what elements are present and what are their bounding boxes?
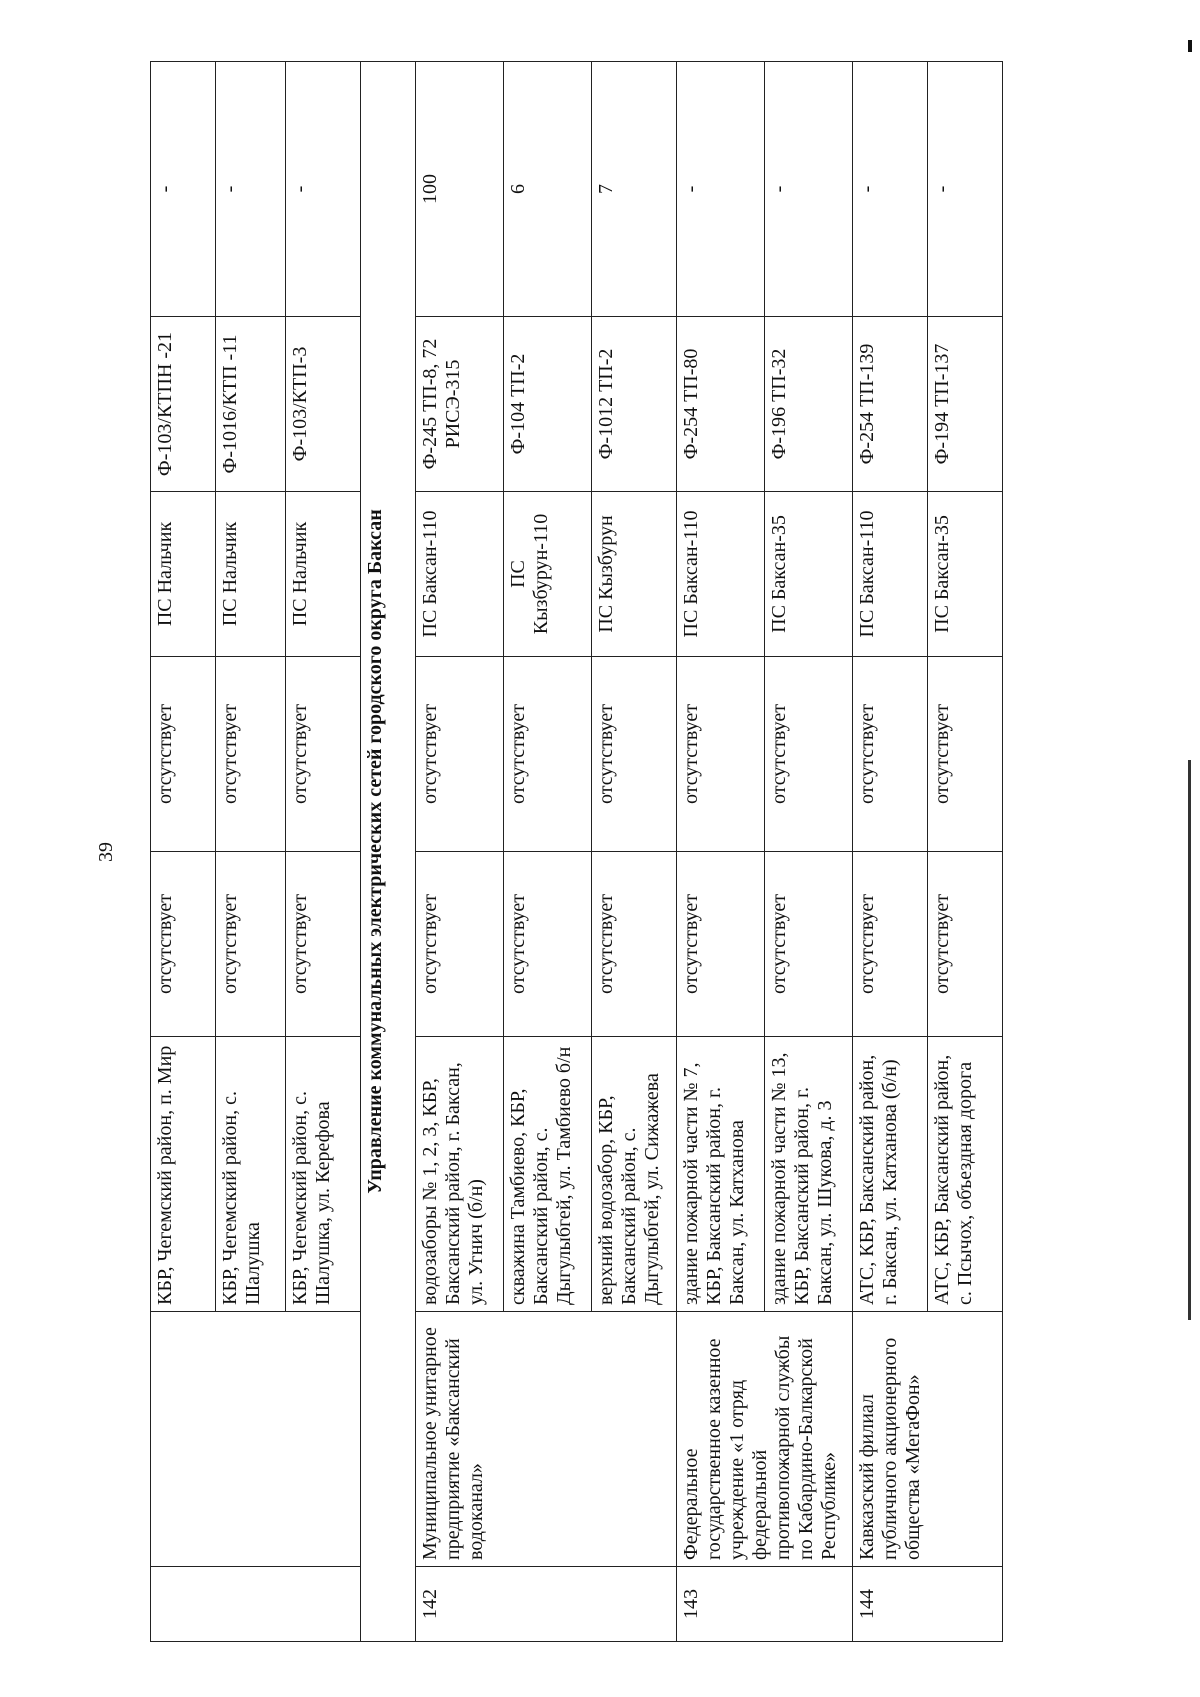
value-cell: - <box>853 62 928 317</box>
value-cell: - <box>286 62 361 317</box>
feeder-cell: Ф-196 ТП-32 <box>765 317 853 492</box>
organization-cell: Муниципальное унитарное предприятие «Баксанский водоканал» <box>416 1312 677 1567</box>
feeder-cell: Ф-103/КТП-3 <box>286 317 361 492</box>
status-cell: отсутствует <box>504 852 592 1037</box>
organization-cell: Кавказский филиал публичного акционерного общества «МегаФон» <box>853 1312 1003 1567</box>
substation-cell: ПС Нальчик <box>216 492 286 657</box>
substation-cell: ПС Баксан-110 <box>416 492 504 657</box>
row-number-cell: 142 <box>416 1567 677 1642</box>
section-title: Управление коммунальных электрических сетей городского округа Баксан <box>361 62 416 1642</box>
location-cell: КБР, Чегемский район, п. Мир <box>151 1037 216 1312</box>
substation-cell: ПС Баксан-35 <box>928 492 1003 657</box>
section-row <box>361 62 416 1642</box>
status-cell: отсутствует <box>416 852 504 1037</box>
value-cell: - <box>216 62 286 317</box>
status-cell: отсутствует <box>677 852 765 1037</box>
table-row <box>853 62 928 1642</box>
value-cell: - <box>765 62 853 317</box>
status-cell: отсутствует <box>151 852 216 1037</box>
substation-cell: ПС Нальчик <box>286 492 361 657</box>
status-cell: отсутствует <box>286 852 361 1037</box>
status-cell: отсутствует <box>504 657 592 852</box>
registry-table <box>150 61 1003 1642</box>
location-cell: КБР, Чегемский район, с. Шалушка <box>216 1037 286 1312</box>
page-number: 39 <box>95 842 117 862</box>
status-cell: отсутствует <box>765 657 853 852</box>
location-cell: скважина Тамбиево, КБР, Баксанский район, с. Дыгулыбгей, ул. Тамбиево б/н <box>504 1037 592 1312</box>
table-row <box>677 62 765 1642</box>
feeder-cell: Ф-254 ТП-139 <box>853 317 928 492</box>
substation-cell: ПС Баксан-110 <box>853 492 928 657</box>
feeder-cell: Ф-103/КТПН -21 <box>151 317 216 492</box>
table-row <box>151 62 216 1642</box>
status-cell: отсутствует <box>286 657 361 852</box>
scan-edge-mark <box>1188 760 1191 1320</box>
status-cell: отсутствует <box>416 657 504 852</box>
status-cell: отсутствует <box>592 852 677 1037</box>
location-cell: здание пожарной части № 7, КБР, Баксанский район, г. Баксан, ул. Катханова <box>677 1037 765 1312</box>
organization-cell: Федеральное государственное казенное учреждение «1 отряд федеральной противопожарной службы по Кабардино-Балкарской Республике» <box>677 1312 853 1567</box>
location-cell: КБР, Чегемский район, с. Шалушка, ул. Керефова <box>286 1037 361 1312</box>
status-cell: отсутствует <box>765 852 853 1037</box>
status-cell: отсутствует <box>216 852 286 1037</box>
feeder-cell: Ф-104 ТП-2 <box>504 317 592 492</box>
table-row <box>416 62 504 1642</box>
value-cell: - <box>928 62 1003 317</box>
location-cell: водозаборы № 1, 2, 3, КБР, Баксанский район, г. Баксан, ул. Угнич (б/н) <box>416 1037 504 1312</box>
value-cell: 6 <box>504 62 592 317</box>
status-cell: отсутствует <box>853 852 928 1037</box>
substation-cell: ПС Баксан-35 <box>765 492 853 657</box>
row-number-cell: 143 <box>677 1567 853 1642</box>
scan-edge-mark <box>1188 40 1192 52</box>
value-cell: - <box>677 62 765 317</box>
status-cell: отсутствует <box>151 657 216 852</box>
substation-cell: ПС Нальчик <box>151 492 216 657</box>
status-cell: отсутствует <box>853 657 928 852</box>
feeder-cell: Ф-1012 ТП-2 <box>592 317 677 492</box>
status-cell: отсутствует <box>928 852 1003 1037</box>
location-cell: АТС, КБР, Баксанский район, г. Баксан, ул. Катханова (б/н) <box>853 1037 928 1312</box>
status-cell: отсутствует <box>677 657 765 852</box>
value-cell: - <box>151 62 216 317</box>
feeder-cell: Ф-245 ТП-8, 72 РИСЭ-315 <box>416 317 504 492</box>
status-cell: отсутствует <box>592 657 677 852</box>
substation-cell: ПС Кызбурун <box>592 492 677 657</box>
status-cell: отсутствует <box>216 657 286 852</box>
value-cell: 7 <box>592 62 677 317</box>
location-cell: здание пожарной части № 13, КБР, Баксанский район, г. Баксан, ул. Шукова, д. 3 <box>765 1037 853 1312</box>
row-number-cell <box>151 1567 361 1642</box>
location-cell: верхний водозабор, КБР, Баксанский район, с. Дыгулыбгей, ул. Сижажева <box>592 1037 677 1312</box>
feeder-cell: Ф-254 ТП-80 <box>677 317 765 492</box>
substation-cell: ПС Кызбурун-110 <box>504 492 592 657</box>
status-cell: отсутствует <box>928 657 1003 852</box>
value-cell: 100 <box>416 62 504 317</box>
location-cell: АТС, КБР, Баксанский район, с. Псычох, объездная дорога <box>928 1037 1003 1312</box>
feeder-cell: Ф-1016/КТП -11 <box>216 317 286 492</box>
organization-cell <box>151 1312 361 1567</box>
feeder-cell: Ф-194 ТП-137 <box>928 317 1003 492</box>
row-number-cell: 144 <box>853 1567 1003 1642</box>
substation-cell: ПС Баксан-110 <box>677 492 765 657</box>
